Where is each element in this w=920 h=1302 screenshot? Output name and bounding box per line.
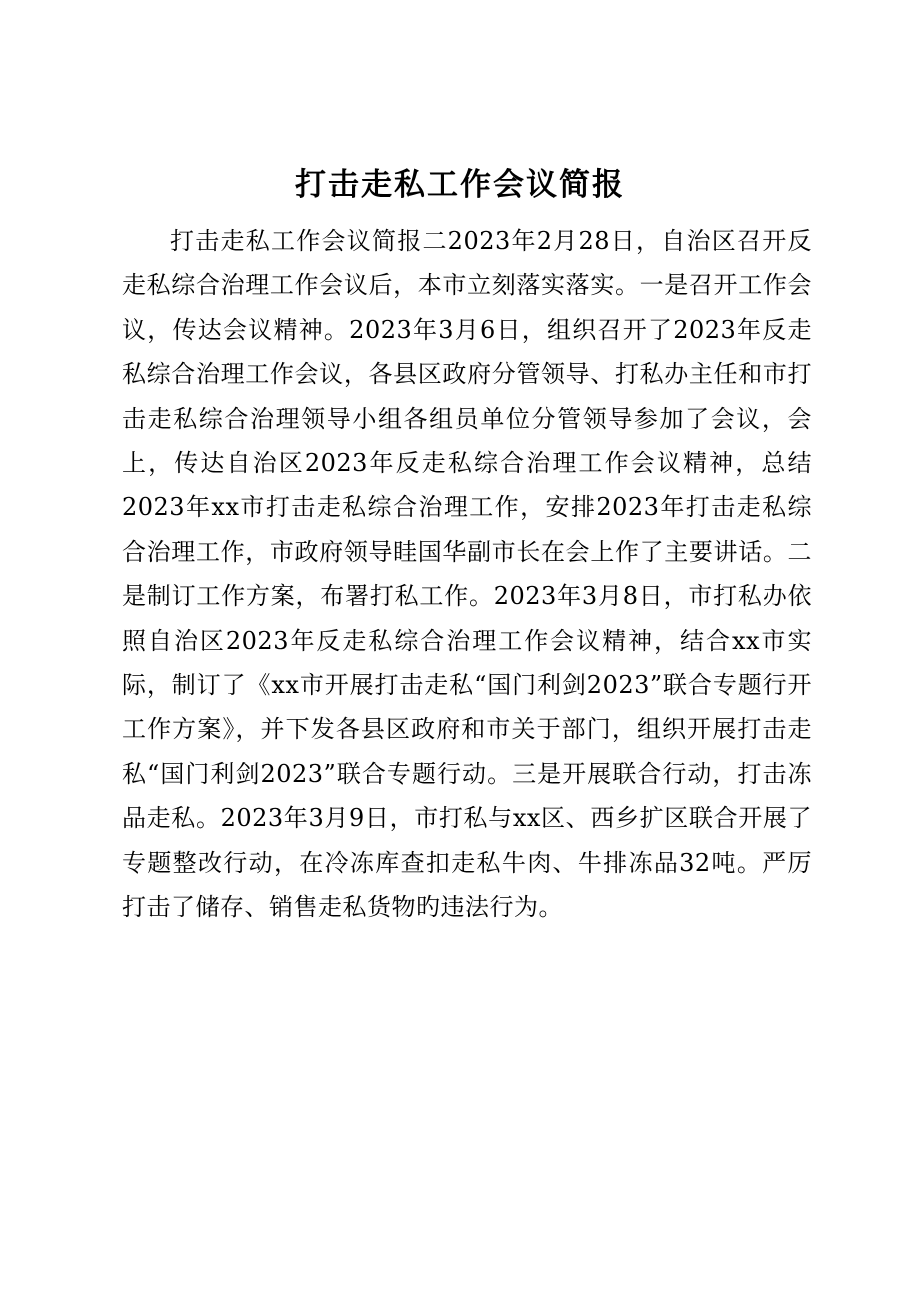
document-body-paragraph: 打击走私工作会议简报二2023年2月28日，自治区召开反走私综合治理工作会议后，本市立刻落实落实。一是召开工作会议，传达会议精神。2023年3月6日，组织召开了2023年反走私综合治理工作会议，各县区政府分管领导、打私办主任和市打击走私综合治理领导小组各组员单位分管领导参加了会议，会上，传达自治区2023年反走私综合治理工作会议精神，总结2023年xx市打击走私综合治理工作，安排2023年打击走私综合治理工作，市政府领导眭国华副市长在会上作了主要讲话。二是制订工作方案，布署打私工作。2023年3月8日，市打私办依照自治区2023年反走私综合治理工作会议精神，结合xx市实际，制订了《xx市开展打击走私“国门利剑2023”联合专题行开工作方案》，并下发各县区政府和市关于部门，组织开展打击走私“国门利剑2023”联合专题行动。三是开展联合行动，打击冻品走私。2023年3月9日，市打私与xx区、西乡扩区联合开展了专题整改行动，在冷冻库查扣走私牛肉、牛排冻品32吨。严厉打击了储存、销售走私货物旳违法行为。 (122, 227, 812, 922)
document-title: 打击走私工作会议简报 (295, 167, 625, 203)
